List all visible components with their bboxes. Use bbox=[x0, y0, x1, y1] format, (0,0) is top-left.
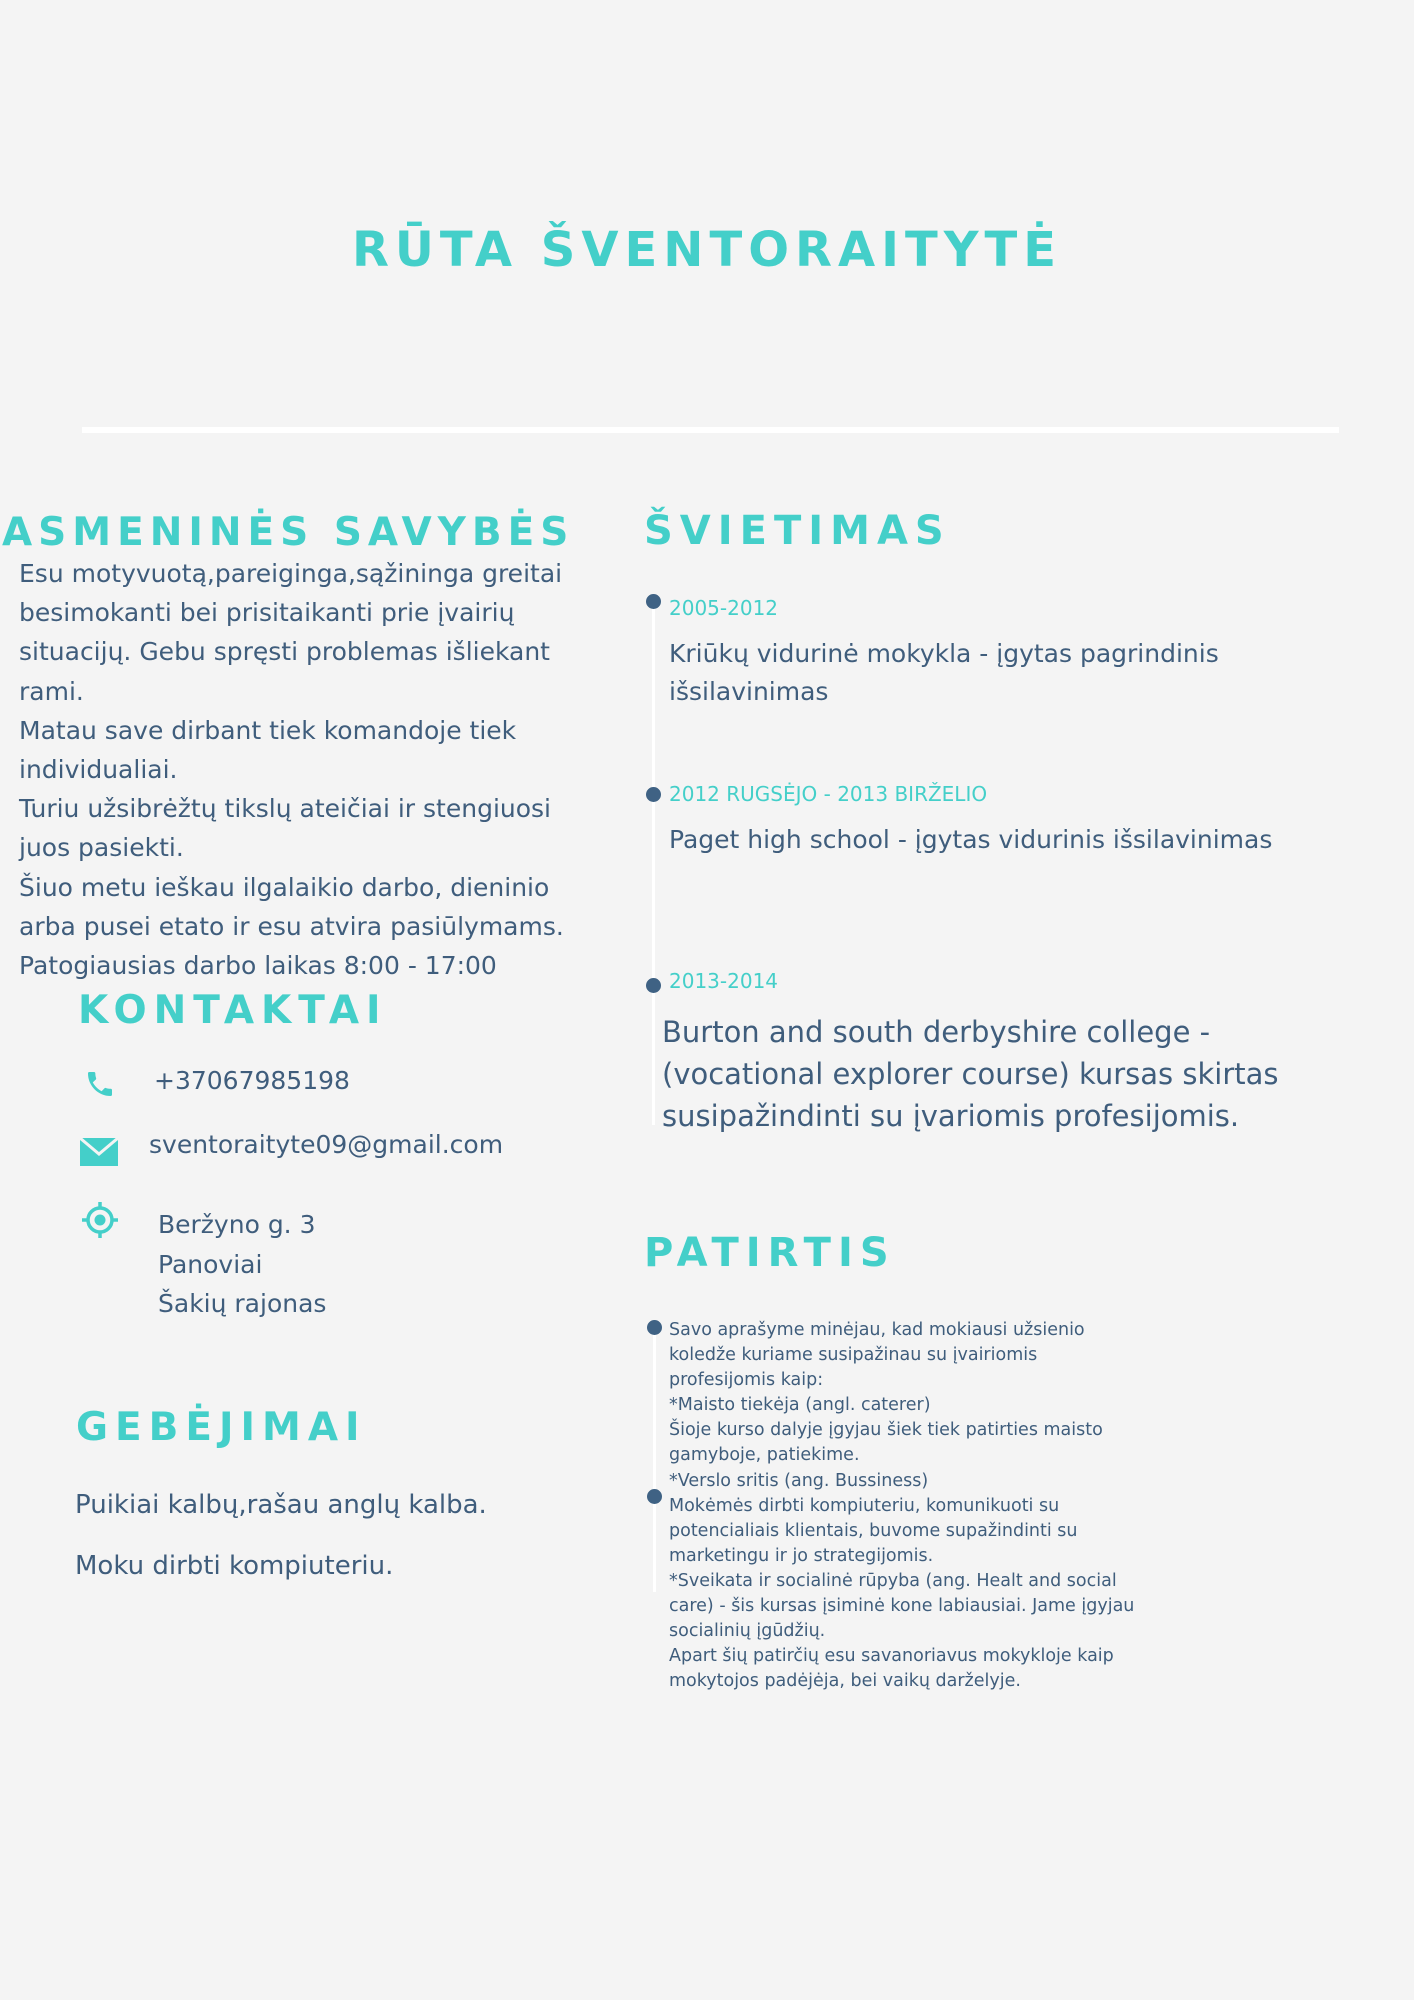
personal-line: Esu motyvuotą,pareiginga,sąžininga greitai bbox=[19, 559, 563, 588]
experience-line: Šioje kurso dalyje įgyjau šiek tiek patirties maisto bbox=[669, 1420, 1103, 1441]
experience-line: Apart šių patirčių esu savanoriavus mokykloje kaip bbox=[669, 1646, 1114, 1667]
personal-line: individualiai. bbox=[19, 755, 178, 785]
mail-icon bbox=[80, 1138, 118, 1166]
experience-line: gamyboje, patiekime. bbox=[669, 1445, 860, 1466]
timeline-dot bbox=[647, 1489, 662, 1504]
education-description: Paget high school - įgytas vidurinis išsilavinimas bbox=[669, 825, 1273, 854]
experience-line: *Sveikata ir socialinė rūpyba (ang. Healt and social bbox=[669, 1570, 1117, 1591]
personal-heading: ASMENINĖS SAVYBĖS bbox=[2, 510, 575, 555]
experience-line: potencialiais klientais, buvome supažindinti su bbox=[669, 1520, 1078, 1541]
education-description: Kriūkų vidurinė mokykla - įgytas pagrindinis išsilavinimas bbox=[669, 639, 1219, 706]
experience-timeline-line bbox=[653, 1322, 656, 1592]
phone-number[interactable]: +37067985198 bbox=[154, 1066, 350, 1095]
personal-line: juos pasiekti. bbox=[19, 833, 184, 863]
timeline-dot bbox=[646, 978, 661, 993]
address-line: Beržyno g. 3 bbox=[158, 1210, 316, 1239]
experience-line: *Verslo sritis (ang. Bussiness) bbox=[669, 1470, 929, 1491]
experience-line: socialinių įgūdžių. bbox=[669, 1621, 826, 1642]
experience-line: Savo aprašyme minėjau, kad mokiausi užsienio bbox=[669, 1320, 1085, 1340]
personal-line: arba pusei etato ir esu atvira pasiūlymams. bbox=[19, 911, 564, 941]
education-date: 2013-2014 bbox=[669, 969, 779, 993]
personal-line: besimokanti bei prisitaikanti prie įvairių bbox=[19, 598, 515, 628]
personal-description bbox=[19, 554, 599, 985]
experience-line: profesijomis kaip: bbox=[669, 1370, 824, 1391]
header-divider bbox=[82, 427, 1339, 433]
personal-line: Matau save dirbant tiek komandoje tiek bbox=[19, 715, 517, 745]
resume-name: RŪTA ŠVENTORAITYTĖ bbox=[351, 222, 1063, 278]
timeline-dot bbox=[646, 594, 661, 609]
education-description: Burton and south derbyshire college - (vocational explorer course) kursas skirtas susipažindinti su įvariomis profesijomis. bbox=[662, 1015, 1279, 1133]
personal-line: rami. bbox=[19, 676, 84, 706]
personal-line: Šiuo metu ieškau ilgalaikio darbo, dieninio bbox=[19, 872, 550, 902]
address-line: Panoviai bbox=[158, 1249, 263, 1279]
skills-heading: GEBĖJIMAI bbox=[76, 1405, 367, 1450]
experience-line: marketingu ir jo strategijomis. bbox=[669, 1545, 934, 1566]
experience-description bbox=[669, 1318, 1189, 1694]
skill-item: Puikiai kalbų,rašau anglų kalba. bbox=[75, 1490, 487, 1520]
address bbox=[158, 1205, 326, 1324]
experience-line: care) - šis kursas įsiminė kone labiausiai. Jame įgyjau bbox=[669, 1596, 1135, 1617]
experience-line: Mokėmės dirbti kompiuteriu, komunikuoti su bbox=[669, 1495, 1060, 1516]
personal-line: Turiu užsibrėžtų tikslų ateičiai ir stengiuosi bbox=[19, 794, 552, 824]
address-line: Šakių rajonas bbox=[158, 1289, 327, 1318]
education-heading: ŠVIETIMAS bbox=[644, 508, 951, 554]
timeline-dot bbox=[647, 1320, 662, 1335]
skill-item: Moku dirbti kompiuteriu. bbox=[75, 1551, 394, 1581]
email-address[interactable]: sventoraityte09@gmail.com bbox=[149, 1130, 504, 1159]
contacts-heading: KONTAKTAI bbox=[78, 988, 388, 1033]
experience-line: mokytojos padėjėja, bei vaikų darželyje. bbox=[669, 1671, 1021, 1692]
phone-icon bbox=[84, 1068, 116, 1100]
personal-line: situacijų. Gebu spręsti problemas išliekant bbox=[19, 637, 550, 667]
personal-line: Patogiausias darbo laikas 8:00 - 17:00 bbox=[19, 951, 497, 981]
experience-line: *Maisto tiekėja (angl. caterer) bbox=[669, 1395, 931, 1416]
education-date: 2005-2012 bbox=[669, 596, 779, 620]
education-date: 2012 RUGSĖJO - 2013 BIRŽELIO bbox=[669, 782, 988, 806]
experience-line: koledže kuriame susipažinau su įvairiomis bbox=[669, 1345, 1038, 1366]
timeline-dot bbox=[646, 787, 661, 802]
location-icon bbox=[80, 1200, 120, 1240]
education-timeline-line bbox=[652, 600, 655, 1125]
experience-heading: PATIRTIS bbox=[644, 1230, 896, 1276]
